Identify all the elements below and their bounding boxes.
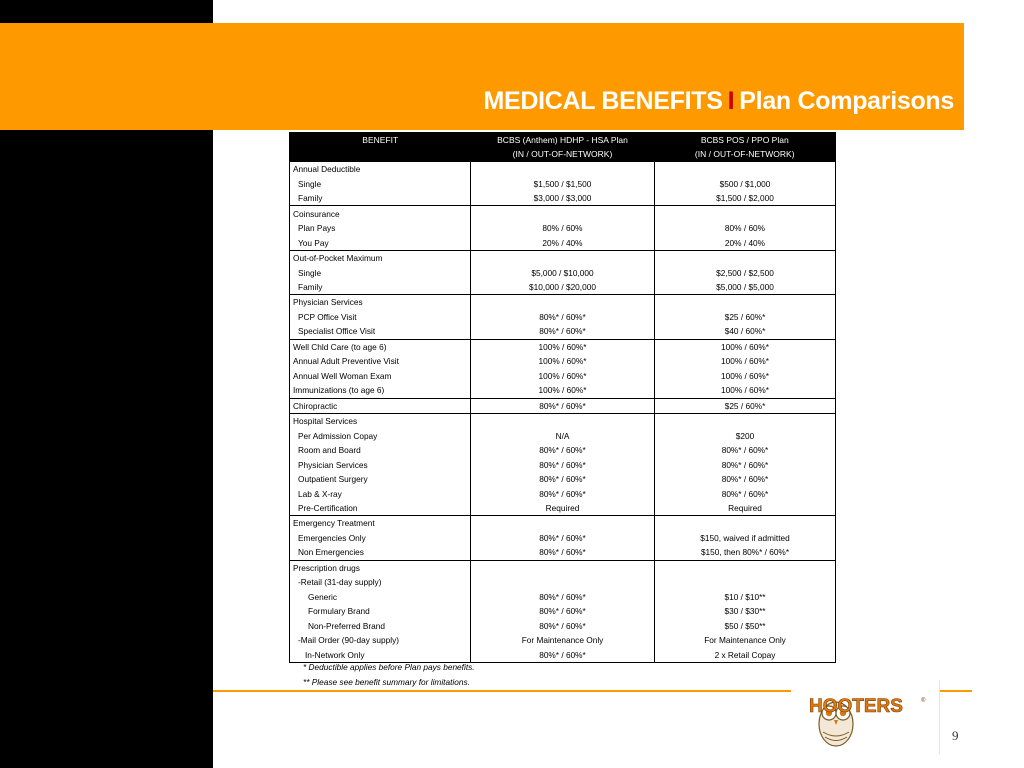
hdhp-value [471, 413, 655, 428]
hdhp-value: 80%* / 60%* [471, 590, 655, 604]
table-row [290, 324, 836, 339]
table-row [290, 516, 836, 531]
benefit-label: Non Emergencies [298, 547, 364, 558]
hdhp-value: 100% / 60%* [471, 369, 655, 383]
pos-value: $50 / $50** [655, 619, 836, 633]
benefit-label: Single [298, 178, 322, 189]
table-row [290, 633, 836, 647]
table-body [290, 162, 836, 663]
table-row [290, 191, 836, 206]
hdhp-value: $10,000 / $20,000 [471, 280, 655, 295]
hdhp-value [471, 560, 655, 575]
title-sub: Plan Comparisons [739, 87, 954, 115]
footer-rule-right [940, 690, 972, 692]
table-header-row-2 [290, 147, 836, 162]
pos-value: $25 / 60%* [655, 310, 836, 324]
table-row [290, 176, 836, 190]
pos-value: For Maintenance Only [655, 633, 836, 647]
hdhp-value [471, 162, 655, 177]
header-pos-line1: BCBS POS / PPO Plan [655, 133, 836, 148]
pos-value: $30 / $30** [655, 604, 836, 618]
hdhp-value: 80%* / 60%* [471, 324, 655, 339]
table-row [290, 398, 836, 413]
benefit-label: Pre-Certification [298, 503, 358, 514]
table-row [290, 560, 836, 575]
header-hdhp-line2: (IN / OUT-OF-NETWORK) [471, 147, 655, 162]
pos-value: $5,000 / $5,000 [655, 280, 836, 295]
benefit-label: Generic [308, 591, 338, 602]
table-row [290, 590, 836, 604]
hdhp-value: 100% / 60%* [471, 339, 655, 354]
footnote-limitations: ** Please see benefit summary for limitations. [303, 677, 470, 687]
hdhp-value: 80%* / 60%* [471, 472, 655, 486]
benefit-label: In-Network Only [305, 649, 365, 660]
pos-value: 80%* / 60%* [655, 486, 836, 500]
benefit-label: You Pay [298, 237, 329, 248]
pos-value: $2,500 / $2,500 [655, 265, 836, 279]
benefit-label: Physician Services [298, 459, 368, 470]
logo-registered-mark: ® [921, 698, 926, 704]
pos-value: $150, waived if admitted [655, 531, 836, 545]
hdhp-value [471, 206, 655, 221]
pos-value: $200 [655, 428, 836, 442]
benefit-label: -Retail (31-day supply) [298, 577, 382, 588]
hdhp-value: 80%* / 60%* [471, 486, 655, 500]
benefit-label: Physician Services [290, 295, 471, 310]
hdhp-value: 20% / 40% [471, 235, 655, 250]
table-row [290, 501, 836, 516]
table-row [290, 472, 836, 486]
table-row [290, 250, 836, 265]
table-row [290, 206, 836, 221]
pos-value: 20% / 40% [655, 235, 836, 250]
pos-value: $10 / $10** [655, 590, 836, 604]
benefit-label: Emergencies Only [298, 532, 366, 543]
pos-value [655, 575, 836, 589]
pos-value: $25 / 60%* [655, 398, 836, 413]
table-row [290, 457, 836, 471]
benefit-label: -Mail Order (90-day supply) [298, 635, 399, 646]
pos-value [655, 413, 836, 428]
hdhp-value [471, 516, 655, 531]
pos-value: 80%* / 60%* [655, 443, 836, 457]
benefit-label: Specialist Office Visit [298, 326, 376, 337]
benefits-table [289, 132, 836, 663]
table-row [290, 354, 836, 368]
hooters-logo [793, 680, 940, 754]
table-row [290, 486, 836, 500]
table-row [290, 265, 836, 279]
pos-value [655, 560, 836, 575]
header-benefit: BENEFIT [290, 133, 471, 148]
hdhp-value: For Maintenance Only [471, 633, 655, 647]
table-row [290, 221, 836, 235]
benefit-label: Immunizations (to age 6) [293, 385, 385, 396]
pos-value: 80%* / 60%* [655, 472, 836, 486]
pos-value: 100% / 60%* [655, 369, 836, 383]
table-header-row [290, 133, 836, 148]
pos-value [655, 250, 836, 265]
table-row [290, 162, 836, 177]
hdhp-value: 80%* / 60%* [471, 398, 655, 413]
benefit-label: Chiropractic [290, 398, 471, 413]
benefit-label: Lab & X-ray [298, 488, 342, 499]
hdhp-value: 100% / 60%* [471, 383, 655, 398]
table-row [290, 235, 836, 250]
pos-value: Required [655, 501, 836, 516]
hdhp-value: Required [471, 501, 655, 516]
pos-value: 80%* / 60%* [655, 457, 836, 471]
header-pos-line2: (IN / OUT-OF-NETWORK) [655, 147, 836, 162]
benefit-label: PCP Office Visit [298, 311, 357, 322]
page-number: 9 [952, 728, 959, 743]
page-title [483, 87, 954, 116]
table-row [290, 369, 836, 383]
benefit-label: Out-of-Pocket Maximum [290, 250, 471, 265]
table-row [290, 428, 836, 442]
benefit-label: Formulary Brand [308, 606, 370, 617]
benefit-label: Family [298, 281, 323, 292]
hdhp-value: 80%* / 60%* [471, 310, 655, 324]
hdhp-value: 80% / 60% [471, 221, 655, 235]
benefit-label: Prescription drugs [290, 560, 471, 575]
benefit-label: Well Chld Care (to age 6) [290, 339, 471, 354]
table-row [290, 310, 836, 324]
benefit-label: Emergency Treatment [290, 516, 471, 531]
benefit-label: Outpatient Surgery [298, 474, 368, 485]
pos-value: 80% / 60% [655, 221, 836, 235]
hdhp-value: N/A [471, 428, 655, 442]
table-row [290, 280, 836, 295]
pos-value [655, 516, 836, 531]
hdhp-value: 100% / 60%* [471, 354, 655, 368]
table-row [290, 443, 836, 457]
pos-value: 100% / 60%* [655, 354, 836, 368]
benefit-label: Per Admission Copay [298, 430, 378, 441]
pos-value: 100% / 60%* [655, 339, 836, 354]
benefit-label: Annual Deductible [290, 162, 471, 177]
header-hdhp-line1: BCBS (Anthem) HDHP - HSA Plan [471, 133, 655, 148]
footnote-deductible: * Deductible applies before Plan pays benefits. [303, 662, 475, 672]
table-row [290, 575, 836, 589]
hdhp-value: $3,000 / $3,000 [471, 191, 655, 206]
title-main: MEDICAL BENEFITS [483, 87, 723, 115]
pos-value: $40 / 60%* [655, 324, 836, 339]
table-row [290, 413, 836, 428]
benefit-label: Room and Board [298, 445, 361, 456]
hdhp-value: 80%* / 60%* [471, 647, 655, 662]
title-banner [0, 23, 964, 130]
hdhp-value: 80%* / 60%* [471, 457, 655, 471]
hdhp-value: 80%* / 60%* [471, 531, 655, 545]
benefit-label: Annual Adult Preventive Visit [293, 356, 399, 367]
hdhp-value [471, 295, 655, 310]
logo-text: HOOTERS [809, 696, 903, 717]
hdhp-value: $5,000 / $10,000 [471, 265, 655, 279]
benefit-label: Hospital Services [290, 413, 471, 428]
table-row [290, 339, 836, 354]
benefits-table-container [289, 132, 835, 663]
pos-value: $500 / $1,000 [655, 176, 836, 190]
benefit-label: Plan Pays [298, 223, 336, 234]
pos-value [655, 206, 836, 221]
hdhp-value: 80%* / 60%* [471, 604, 655, 618]
hdhp-value [471, 250, 655, 265]
benefit-label: Non-Preferred Brand [308, 620, 386, 631]
table-row [290, 295, 836, 310]
pos-value: $1,500 / $2,000 [655, 191, 836, 206]
hdhp-value [471, 575, 655, 589]
hdhp-value: 80%* / 60%* [471, 619, 655, 633]
table-row [290, 383, 836, 398]
table-row [290, 545, 836, 560]
hdhp-value: 80%* / 60%* [471, 443, 655, 457]
pos-value: $150, then 80%* / 60%* [655, 545, 836, 560]
pos-value [655, 162, 836, 177]
hdhp-value: 80%* / 60%* [471, 545, 655, 560]
benefit-label: Single [298, 267, 322, 278]
logo-graphic [793, 680, 939, 754]
benefit-label: Family [298, 193, 323, 204]
footnotes [303, 660, 475, 690]
table-row [290, 619, 836, 633]
header-benefit-line2 [290, 147, 471, 162]
pos-value: 2 x Retail Copay [655, 647, 836, 662]
benefit-label: Annual Well Woman Exam [293, 370, 392, 381]
pos-value: 100% / 60%* [655, 383, 836, 398]
hdhp-value: $1,500 / $1,500 [471, 176, 655, 190]
title-separator: I [727, 87, 735, 115]
pos-value [655, 295, 836, 310]
table-row [290, 604, 836, 618]
table-row [290, 531, 836, 545]
footer-rule [213, 690, 791, 692]
benefit-label: Coinsurance [290, 206, 471, 221]
